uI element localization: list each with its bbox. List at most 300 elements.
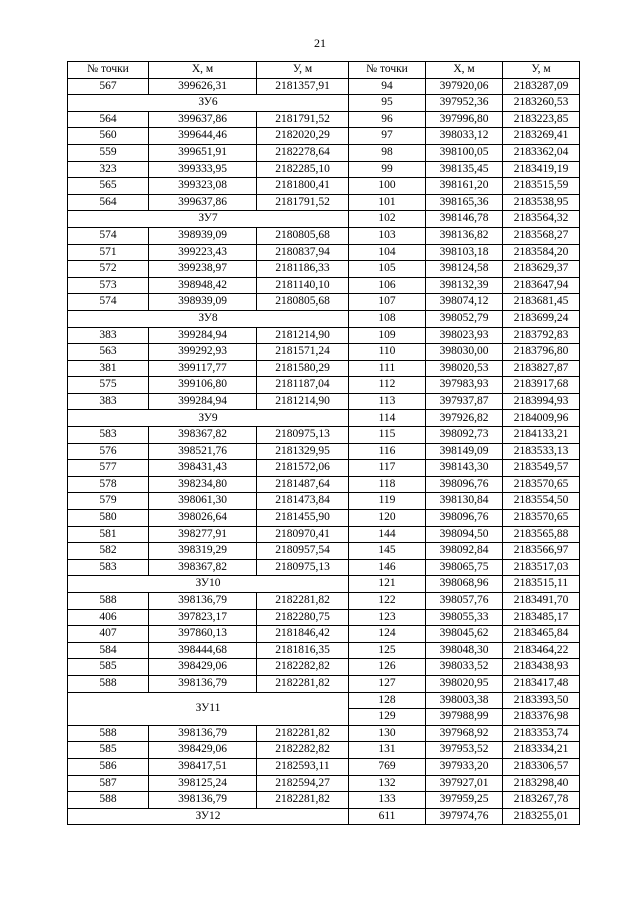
- point-number-cell: 381: [68, 360, 149, 377]
- point-number-cell: 383: [68, 327, 149, 344]
- table-row: [349, 543, 580, 560]
- table-row: [68, 792, 349, 809]
- x-coordinate-cell: 397974,76: [426, 808, 503, 825]
- y-coordinate-cell: 2183549,57: [503, 460, 580, 477]
- y-coordinate-cell: 2180957,54: [257, 543, 349, 560]
- table-row: [349, 742, 580, 759]
- table-row: [68, 642, 349, 659]
- column-header-x: X, м: [149, 62, 257, 79]
- x-coordinate-cell: 398431,43: [149, 460, 257, 477]
- point-number-cell: 574: [68, 227, 149, 244]
- point-number-cell: 130: [349, 725, 426, 742]
- table-row: [349, 559, 580, 576]
- point-number-cell: 769: [349, 758, 426, 775]
- table-row: [349, 161, 580, 178]
- point-number-cell: 97: [349, 128, 426, 145]
- x-coordinate-cell: 398003,38: [426, 692, 503, 709]
- table-row: [349, 758, 580, 775]
- table-row: [68, 261, 349, 278]
- x-coordinate-cell: 398033,52: [426, 659, 503, 676]
- point-number-cell: 106: [349, 277, 426, 294]
- y-coordinate-cell: 2183306,57: [503, 758, 580, 775]
- y-coordinate-cell: 2183485,17: [503, 609, 580, 626]
- table-row: [349, 775, 580, 792]
- point-number-cell: 583: [68, 559, 149, 576]
- x-coordinate-cell: 398068,96: [426, 576, 503, 593]
- point-number-cell: 108: [349, 310, 426, 327]
- x-coordinate-cell: 397953,52: [426, 742, 503, 759]
- table-row: [68, 460, 349, 477]
- section-label: ЗУ12: [68, 808, 349, 825]
- y-coordinate-cell: 2183568,27: [503, 227, 580, 244]
- table-row: [68, 559, 349, 576]
- point-number-cell: 587: [68, 775, 149, 792]
- table-row: [349, 460, 580, 477]
- table-row: [349, 526, 580, 543]
- y-coordinate-cell: 2184133,21: [503, 427, 580, 444]
- table-row: [349, 808, 580, 825]
- table-header-row: [349, 62, 580, 79]
- point-number-cell: 581: [68, 526, 149, 543]
- point-number-cell: 146: [349, 559, 426, 576]
- x-coordinate-cell: 398429,06: [149, 659, 257, 676]
- x-coordinate-cell: 398149,09: [426, 443, 503, 460]
- y-coordinate-cell: 2184009,96: [503, 410, 580, 427]
- table-row: [68, 526, 349, 543]
- x-coordinate-cell: 398130,84: [426, 493, 503, 510]
- section-row: [68, 576, 349, 593]
- table-row: [68, 178, 349, 195]
- point-number-cell: 124: [349, 626, 426, 643]
- table-row: [349, 510, 580, 527]
- point-number-cell: 567: [68, 78, 149, 95]
- y-coordinate-cell: 2182280,75: [257, 609, 349, 626]
- point-number-cell: 577: [68, 460, 149, 477]
- point-number-cell: 576: [68, 443, 149, 460]
- point-number-cell: 588: [68, 725, 149, 742]
- table-row: [349, 659, 580, 676]
- y-coordinate-cell: 2183827,87: [503, 360, 580, 377]
- y-coordinate-cell: 2181800,41: [257, 178, 349, 195]
- point-number-cell: 98: [349, 144, 426, 161]
- point-number-cell: 585: [68, 742, 149, 759]
- table-row: [68, 78, 349, 95]
- table-row: [349, 410, 580, 427]
- point-number-cell: 101: [349, 194, 426, 211]
- table-row: [349, 178, 580, 195]
- x-coordinate-cell: 398045,62: [426, 626, 503, 643]
- table-row: [68, 427, 349, 444]
- point-number-cell: 102: [349, 211, 426, 228]
- table-row: [349, 128, 580, 145]
- x-coordinate-cell: 397860,13: [149, 626, 257, 643]
- y-coordinate-cell: 2181187,04: [257, 377, 349, 394]
- point-number-cell: 125: [349, 642, 426, 659]
- y-coordinate-cell: 2183334,21: [503, 742, 580, 759]
- y-coordinate-cell: 2183538,95: [503, 194, 580, 211]
- x-coordinate-cell: 399637,86: [149, 111, 257, 128]
- table-row: [68, 327, 349, 344]
- section-label: ЗУ8: [68, 310, 349, 327]
- section-row: [68, 95, 349, 112]
- x-coordinate-cell: 398444,68: [149, 642, 257, 659]
- table-row: [68, 194, 349, 211]
- y-coordinate-cell: 2183647,94: [503, 277, 580, 294]
- section-label: ЗУ7: [68, 211, 349, 228]
- y-coordinate-cell: 2181455,90: [257, 510, 349, 527]
- table-row: [349, 144, 580, 161]
- table-row: [349, 609, 580, 626]
- column-header-y: У, м: [257, 62, 349, 79]
- x-coordinate-cell: 398023,93: [426, 327, 503, 344]
- point-number-cell: 560: [68, 128, 149, 145]
- x-coordinate-cell: 397983,93: [426, 377, 503, 394]
- y-coordinate-cell: 2180805,68: [257, 294, 349, 311]
- y-coordinate-cell: 2183267,78: [503, 792, 580, 809]
- x-coordinate-cell: 397988,99: [426, 709, 503, 726]
- x-coordinate-cell: 397952,36: [426, 95, 503, 112]
- table-row: [349, 95, 580, 112]
- table-row: [68, 294, 349, 311]
- point-number-cell: 582: [68, 543, 149, 560]
- x-coordinate-cell: 398092,84: [426, 543, 503, 560]
- column-header-point: № точки: [349, 62, 426, 79]
- x-coordinate-cell: 398061,30: [149, 493, 257, 510]
- y-coordinate-cell: 2183260,53: [503, 95, 580, 112]
- table-row: [68, 543, 349, 560]
- x-coordinate-cell: 398165,36: [426, 194, 503, 211]
- point-number-cell: 578: [68, 476, 149, 493]
- table-row: [349, 294, 580, 311]
- y-coordinate-cell: 2183393,50: [503, 692, 580, 709]
- x-coordinate-cell: 398161,20: [426, 178, 503, 195]
- point-number-cell: 571: [68, 244, 149, 261]
- y-coordinate-cell: 2182020,29: [257, 128, 349, 145]
- y-coordinate-cell: 2183533,13: [503, 443, 580, 460]
- x-coordinate-cell: 398055,33: [426, 609, 503, 626]
- point-number-cell: 559: [68, 144, 149, 161]
- y-coordinate-cell: 2180975,13: [257, 559, 349, 576]
- table-row: [349, 709, 580, 726]
- point-number-cell: 119: [349, 493, 426, 510]
- point-number-cell: 611: [349, 808, 426, 825]
- y-coordinate-cell: 2182281,82: [257, 675, 349, 692]
- table-header-row: [68, 62, 349, 79]
- table-row: [68, 244, 349, 261]
- x-coordinate-cell: 399117,77: [149, 360, 257, 377]
- point-number-cell: 564: [68, 111, 149, 128]
- table-row: [68, 476, 349, 493]
- x-coordinate-cell: 398103,18: [426, 244, 503, 261]
- x-coordinate-cell: 398125,24: [149, 775, 257, 792]
- x-coordinate-cell: 399292,93: [149, 344, 257, 361]
- table-row: [349, 675, 580, 692]
- table-row: [349, 692, 580, 709]
- section-row: [68, 310, 349, 327]
- table-row: [349, 792, 580, 809]
- x-coordinate-cell: 398417,51: [149, 758, 257, 775]
- table-row: [68, 626, 349, 643]
- y-coordinate-cell: 2183565,88: [503, 526, 580, 543]
- section-row: [68, 808, 349, 825]
- x-coordinate-cell: 398948,42: [149, 277, 257, 294]
- x-coordinate-cell: 397933,20: [426, 758, 503, 775]
- y-coordinate-cell: 2182278,64: [257, 144, 349, 161]
- point-number-cell: 131: [349, 742, 426, 759]
- y-coordinate-cell: 2183515,11: [503, 576, 580, 593]
- point-number-cell: 586: [68, 758, 149, 775]
- table-row: [349, 344, 580, 361]
- point-number-cell: 129: [349, 709, 426, 726]
- table-row: [68, 758, 349, 775]
- y-coordinate-cell: 2182282,82: [257, 742, 349, 759]
- x-coordinate-cell: 399238,97: [149, 261, 257, 278]
- x-coordinate-cell: 397927,01: [426, 775, 503, 792]
- x-coordinate-cell: 398367,82: [149, 559, 257, 576]
- point-number-cell: 588: [68, 792, 149, 809]
- x-coordinate-cell: 398143,30: [426, 460, 503, 477]
- y-coordinate-cell: 2183796,80: [503, 344, 580, 361]
- x-coordinate-cell: 397937,87: [426, 393, 503, 410]
- point-number-cell: 406: [68, 609, 149, 626]
- table-row: [349, 78, 580, 95]
- table-row: [68, 111, 349, 128]
- y-coordinate-cell: 2182594,27: [257, 775, 349, 792]
- y-coordinate-cell: 2183517,03: [503, 559, 580, 576]
- x-coordinate-cell: 399626,31: [149, 78, 257, 95]
- x-coordinate-cell: 397823,17: [149, 609, 257, 626]
- y-coordinate-cell: 2181572,06: [257, 460, 349, 477]
- y-coordinate-cell: 2183298,40: [503, 775, 580, 792]
- x-coordinate-cell: 399333,95: [149, 161, 257, 178]
- y-coordinate-cell: 2180970,41: [257, 526, 349, 543]
- y-coordinate-cell: 2183465,84: [503, 626, 580, 643]
- point-number-cell: 588: [68, 593, 149, 610]
- y-coordinate-cell: 2183515,59: [503, 178, 580, 195]
- column-header-x: X, м: [426, 62, 503, 79]
- y-coordinate-cell: 2181571,24: [257, 344, 349, 361]
- y-coordinate-cell: 2182281,82: [257, 792, 349, 809]
- y-coordinate-cell: 2181487,64: [257, 476, 349, 493]
- point-number-cell: 580: [68, 510, 149, 527]
- point-number-cell: 120: [349, 510, 426, 527]
- x-coordinate-cell: 397959,25: [426, 792, 503, 809]
- table-row: [68, 227, 349, 244]
- y-coordinate-cell: 2180837,94: [257, 244, 349, 261]
- x-coordinate-cell: 398030,00: [426, 344, 503, 361]
- point-number-cell: 100: [349, 178, 426, 195]
- y-coordinate-cell: 2182281,82: [257, 593, 349, 610]
- x-coordinate-cell: 398096,76: [426, 510, 503, 527]
- table-row: [349, 642, 580, 659]
- y-coordinate-cell: 2183223,85: [503, 111, 580, 128]
- column-header-y: У, м: [503, 62, 580, 79]
- point-number-cell: 579: [68, 493, 149, 510]
- y-coordinate-cell: 2183792,83: [503, 327, 580, 344]
- x-coordinate-cell: 398096,76: [426, 476, 503, 493]
- y-coordinate-cell: 2183917,68: [503, 377, 580, 394]
- x-coordinate-cell: 399106,80: [149, 377, 257, 394]
- x-coordinate-cell: 398057,76: [426, 593, 503, 610]
- point-number-cell: 115: [349, 427, 426, 444]
- y-coordinate-cell: 2183376,98: [503, 709, 580, 726]
- point-number-cell: 144: [349, 526, 426, 543]
- table-row: [68, 393, 349, 410]
- table-row: [68, 161, 349, 178]
- table-row: [349, 493, 580, 510]
- y-coordinate-cell: 2183554,50: [503, 493, 580, 510]
- point-number-cell: 121: [349, 576, 426, 593]
- point-number-cell: 127: [349, 675, 426, 692]
- point-number-cell: 584: [68, 642, 149, 659]
- x-coordinate-cell: 399284,94: [149, 327, 257, 344]
- point-number-cell: 583: [68, 427, 149, 444]
- y-coordinate-cell: 2182285,10: [257, 161, 349, 178]
- x-coordinate-cell: 399223,43: [149, 244, 257, 261]
- point-number-cell: 123: [349, 609, 426, 626]
- point-number-cell: 117: [349, 460, 426, 477]
- point-number-cell: 94: [349, 78, 426, 95]
- point-number-cell: 114: [349, 410, 426, 427]
- x-coordinate-cell: 398020,53: [426, 360, 503, 377]
- page-number: 21: [314, 36, 326, 50]
- x-coordinate-cell: 397920,06: [426, 78, 503, 95]
- y-coordinate-cell: 2183417,48: [503, 675, 580, 692]
- table-row: [68, 360, 349, 377]
- y-coordinate-cell: 2181214,90: [257, 327, 349, 344]
- point-number-cell: 103: [349, 227, 426, 244]
- table-row: [68, 775, 349, 792]
- y-coordinate-cell: 2183491,70: [503, 593, 580, 610]
- point-number-cell: 575: [68, 377, 149, 394]
- y-coordinate-cell: 2182282,82: [257, 659, 349, 676]
- x-coordinate-cell: 399284,94: [149, 393, 257, 410]
- table-row: [68, 344, 349, 361]
- point-number-cell: 563: [68, 344, 149, 361]
- x-coordinate-cell: 398092,73: [426, 427, 503, 444]
- y-coordinate-cell: 2181580,29: [257, 360, 349, 377]
- y-coordinate-cell: 2183564,32: [503, 211, 580, 228]
- point-number-cell: 573: [68, 277, 149, 294]
- x-coordinate-cell: 398939,09: [149, 227, 257, 244]
- table-row: [68, 510, 349, 527]
- point-number-cell: 111: [349, 360, 426, 377]
- point-number-cell: 107: [349, 294, 426, 311]
- x-coordinate-cell: 399651,91: [149, 144, 257, 161]
- point-number-cell: 572: [68, 261, 149, 278]
- section-row: [68, 410, 349, 427]
- table-row: [349, 476, 580, 493]
- x-coordinate-cell: 398020,95: [426, 675, 503, 692]
- table-row: [68, 128, 349, 145]
- point-number-cell: 588: [68, 675, 149, 692]
- y-coordinate-cell: 2183570,65: [503, 476, 580, 493]
- y-coordinate-cell: 2180805,68: [257, 227, 349, 244]
- y-coordinate-cell: 2183699,24: [503, 310, 580, 327]
- coordinates-table-left: [67, 61, 349, 825]
- y-coordinate-cell: 2181791,52: [257, 111, 349, 128]
- table-row: [349, 360, 580, 377]
- point-number-cell: 110: [349, 344, 426, 361]
- table-row: [68, 725, 349, 742]
- y-coordinate-cell: 2181791,52: [257, 194, 349, 211]
- x-coordinate-cell: 398146,78: [426, 211, 503, 228]
- point-number-cell: 112: [349, 377, 426, 394]
- point-number-cell: 383: [68, 393, 149, 410]
- y-coordinate-cell: 2181357,91: [257, 78, 349, 95]
- y-coordinate-cell: 2183566,97: [503, 543, 580, 560]
- coordinates-table-right: [348, 61, 580, 825]
- x-coordinate-cell: 398094,50: [426, 526, 503, 543]
- y-coordinate-cell: 2183269,41: [503, 128, 580, 145]
- x-coordinate-cell: 397996,80: [426, 111, 503, 128]
- x-coordinate-cell: 398319,29: [149, 543, 257, 560]
- point-number-cell: 132: [349, 775, 426, 792]
- point-number-cell: 118: [349, 476, 426, 493]
- y-coordinate-cell: 2181816,35: [257, 642, 349, 659]
- table-row: [349, 310, 580, 327]
- table-row: [349, 277, 580, 294]
- section-row: [68, 692, 349, 725]
- table-row: [68, 144, 349, 161]
- table-row: [349, 626, 580, 643]
- column-header-point: № точки: [68, 62, 149, 79]
- y-coordinate-cell: 2183362,04: [503, 144, 580, 161]
- point-number-cell: 105: [349, 261, 426, 278]
- table-row: [68, 742, 349, 759]
- point-number-cell: 99: [349, 161, 426, 178]
- x-coordinate-cell: 398136,79: [149, 792, 257, 809]
- table-row: [349, 725, 580, 742]
- x-coordinate-cell: 398052,79: [426, 310, 503, 327]
- point-number-cell: 122: [349, 593, 426, 610]
- point-number-cell: 407: [68, 626, 149, 643]
- point-number-cell: 565: [68, 178, 149, 195]
- x-coordinate-cell: 398136,82: [426, 227, 503, 244]
- table-row: [68, 659, 349, 676]
- x-coordinate-cell: 398132,39: [426, 277, 503, 294]
- y-coordinate-cell: 2181214,90: [257, 393, 349, 410]
- x-coordinate-cell: 398521,76: [149, 443, 257, 460]
- table-row: [68, 593, 349, 610]
- x-coordinate-cell: 398026,64: [149, 510, 257, 527]
- table-row: [349, 244, 580, 261]
- section-label: ЗУ9: [68, 410, 349, 427]
- y-coordinate-cell: 2183464,22: [503, 642, 580, 659]
- table-row: [349, 327, 580, 344]
- y-coordinate-cell: 2183287,09: [503, 78, 580, 95]
- point-number-cell: 116: [349, 443, 426, 460]
- table-row: [349, 443, 580, 460]
- table-row: [349, 377, 580, 394]
- y-coordinate-cell: 2183570,65: [503, 510, 580, 527]
- table-row: [349, 227, 580, 244]
- y-coordinate-cell: 2182281,82: [257, 725, 349, 742]
- point-number-cell: 145: [349, 543, 426, 560]
- y-coordinate-cell: 2183681,45: [503, 294, 580, 311]
- y-coordinate-cell: 2181846,42: [257, 626, 349, 643]
- table-row: [349, 261, 580, 278]
- x-coordinate-cell: 399323,08: [149, 178, 257, 195]
- table-row: [349, 427, 580, 444]
- table-row: [68, 675, 349, 692]
- x-coordinate-cell: 398136,79: [149, 593, 257, 610]
- table-row: [349, 576, 580, 593]
- point-number-cell: 104: [349, 244, 426, 261]
- x-coordinate-cell: 398048,30: [426, 642, 503, 659]
- x-coordinate-cell: 398234,80: [149, 476, 257, 493]
- point-number-cell: 564: [68, 194, 149, 211]
